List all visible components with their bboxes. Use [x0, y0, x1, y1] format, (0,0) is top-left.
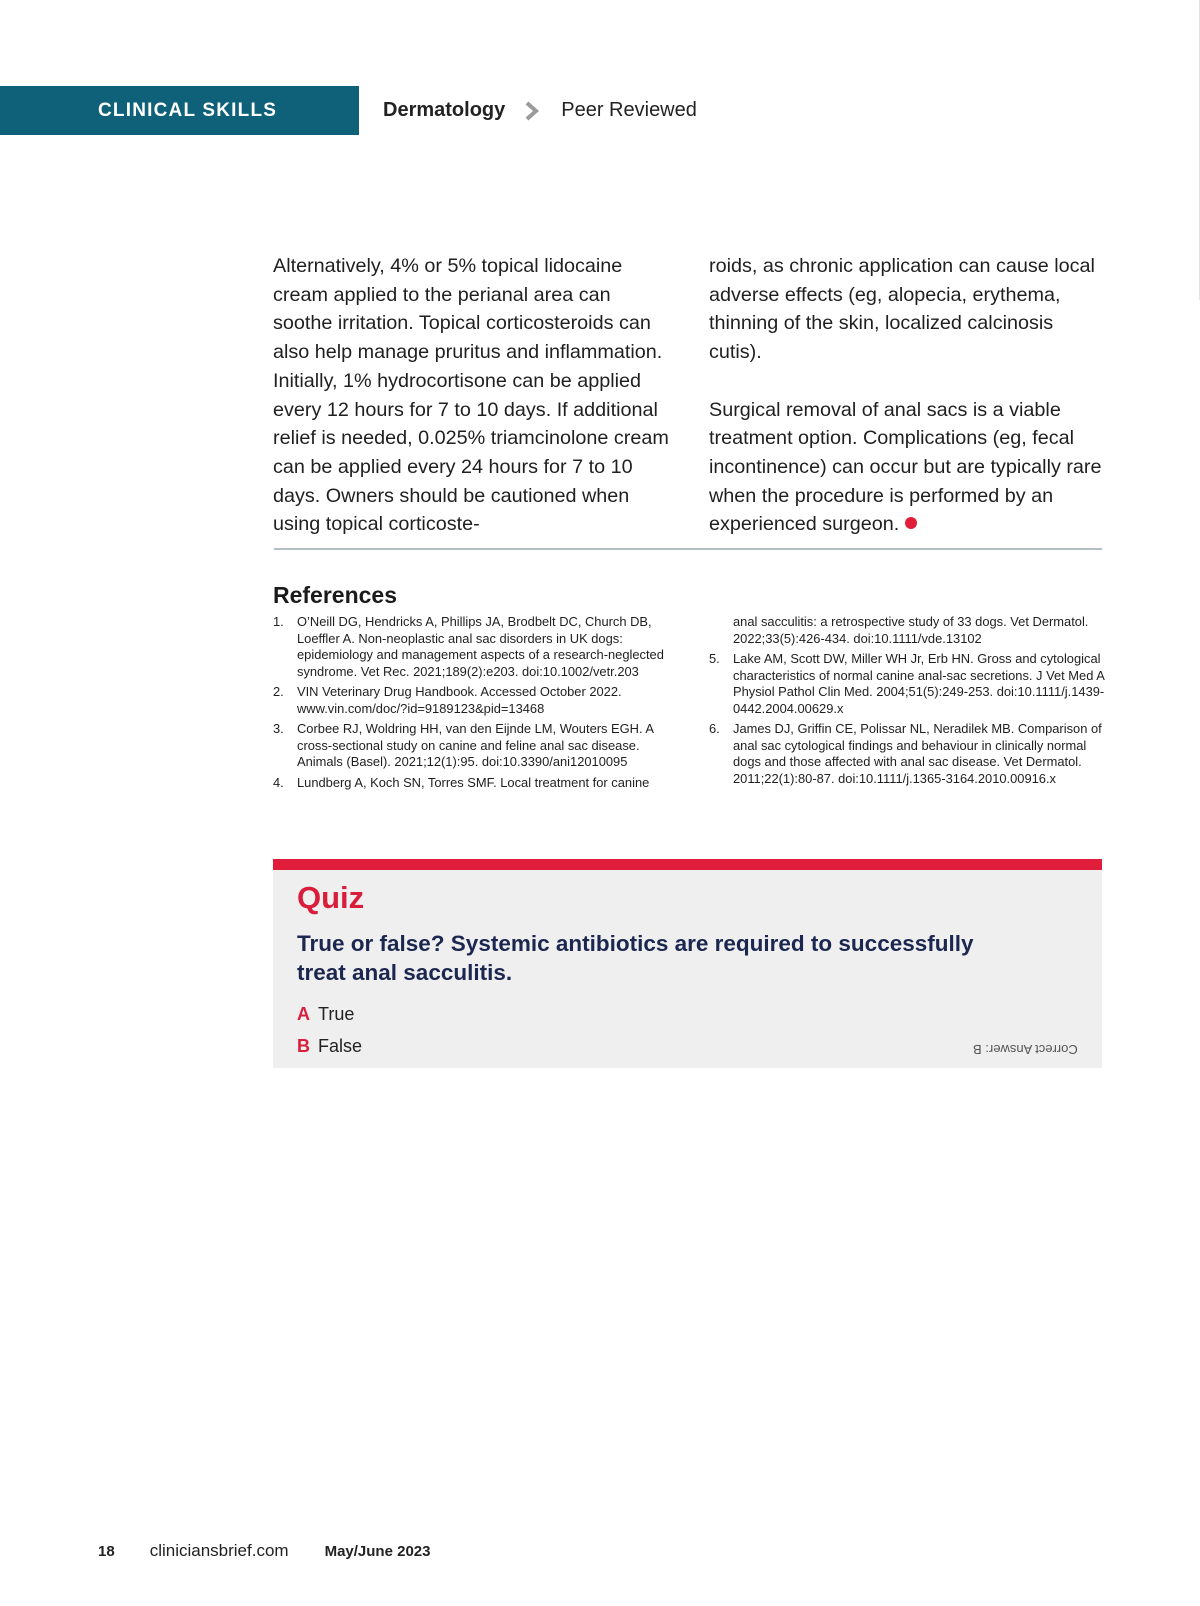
end-mark-dot-icon [905, 517, 917, 529]
issue-date: May/June 2023 [324, 1543, 431, 1560]
section-divider [274, 548, 1102, 550]
quiz-option-letter: A [297, 1004, 310, 1024]
body-paragraph: roids, as chronic application can cause local adverse effects (eg, alopecia, erythema, thinning of the skin, localized calcinosis cutis). [709, 255, 1095, 364]
quiz-box [273, 859, 1102, 1068]
reference-item [709, 651, 1109, 717]
page-footer [98, 1541, 430, 1561]
article-column-left [273, 252, 673, 539]
article-column-right [709, 252, 1109, 539]
references-list-left [273, 614, 673, 795]
reference-number: 6. [709, 721, 720, 736]
reference-item-continued [709, 614, 1109, 647]
reference-item [273, 684, 673, 717]
quiz-option-label: False [318, 1036, 363, 1056]
body-paragraph-end [709, 396, 1109, 540]
quiz-option-letter: B [297, 1036, 310, 1056]
references-heading: References [273, 582, 398, 608]
reference-text: anal sacculitis: a retrospective study of 33 dogs. Vet Dermatol. 2022;33(5):426-434. doi:10.1111/vde.13102 [733, 614, 1089, 646]
breadcrumb-subtopic: Peer Reviewed [561, 99, 697, 121]
reference-item [709, 721, 1109, 787]
reference-number: 5. [709, 651, 720, 666]
reference-number: 3. [273, 721, 284, 736]
chevron-right-icon [521, 99, 543, 123]
quiz-title: Quiz [297, 880, 365, 915]
references-list-right [709, 614, 1109, 791]
site-url: cliniciansbrief.com [149, 1541, 289, 1560]
reference-text: James DJ, Griffin CE, Polissar NL, Neradilek MB. Comparison of anal sac cytological findings and behaviour in clinically normal dogs and those affected with anal sac disease. Vet Dermatol. 2011;22(1):80-87. doi:10.1111/j.1365-3164.2010.00916.x [733, 721, 1102, 786]
page-number: 18 [98, 1543, 115, 1560]
breadcrumb-topic: Dermatology [383, 99, 506, 121]
reference-item [273, 775, 673, 792]
quiz-question: True or false? Systemic antibiotics are required to successfully treat anal sacculitis. [297, 931, 974, 985]
reference-item [273, 614, 673, 680]
quiz-answer-upside-down: Correct Answer: B [973, 1042, 1078, 1057]
reference-text: O’Neill DG, Hendricks A, Phillips JA, Brodbelt DC, Church DB, Loeffler A. Non-neoplastic anal sac disorders in UK dogs: epidemiology and management aspects of a research-neglected syndrome. Vet Rec. 2021;189(2):e203. doi:10.1002/vetr.203 [297, 614, 664, 679]
quiz-option-b[interactable] [297, 1036, 362, 1057]
reference-number: 4. [273, 774, 284, 790]
reference-text: Corbee RJ, Woldring HH, van den Eijnde LM, Wouters EGH. A cross-sectional study on canine and feline anal sac disease. Animals (Basel). 2021;12(1):95. doi:10.3390/ani12010095 [297, 721, 654, 769]
section-label-text: CLINICAL SKILLS [98, 99, 278, 121]
quiz-option-a[interactable] [297, 1004, 354, 1025]
reference-text: VIN Veterinary Drug Handbook. Accessed October 2022. www.vin.com/doc/?id=9189123&pid=13468 [297, 684, 622, 716]
reference-number: 1. [273, 614, 284, 629]
body-paragraph-text: Surgical removal of anal sacs is a viable treatment option. Complications (eg, fecal incontinence) can occur but are typically rare when the procedure is performed by an experienced surgeon. [709, 398, 1102, 536]
reference-text: Lundberg A, Koch SN, Torres SMF. Local treatment for canine [297, 774, 650, 790]
breadcrumb [383, 86, 697, 135]
section-label [0, 86, 359, 135]
reference-number: 2. [273, 684, 284, 699]
reference-text: Lake AM, Scott DW, Miller WH Jr, Erb HN. Gross and cytological characteristics of normal canine anal-sac secretions. J Vet Med A Physiol Pathol Clin Med. 2004;51(5):249-253. doi:10.1111/j.1439-0442.2004.00629.x [733, 651, 1105, 716]
body-paragraph: Alternatively, 4% or 5% topical lidocaine cream applied to the perianal area can soothe irritation. Topical corticosteroids can also help manage pruritus and inflammation. Initially, 1% hydrocortisone can be applied every 12 hours for 7 to 10 days. If additional relief is needed, 0.025% triamcinolone cream can be applied every 24 hours for 7 to 10 days. Owners should be cautioned when using topical corticoste- [273, 255, 669, 536]
quiz-option-label: True [318, 1004, 355, 1024]
reference-item [273, 721, 673, 771]
